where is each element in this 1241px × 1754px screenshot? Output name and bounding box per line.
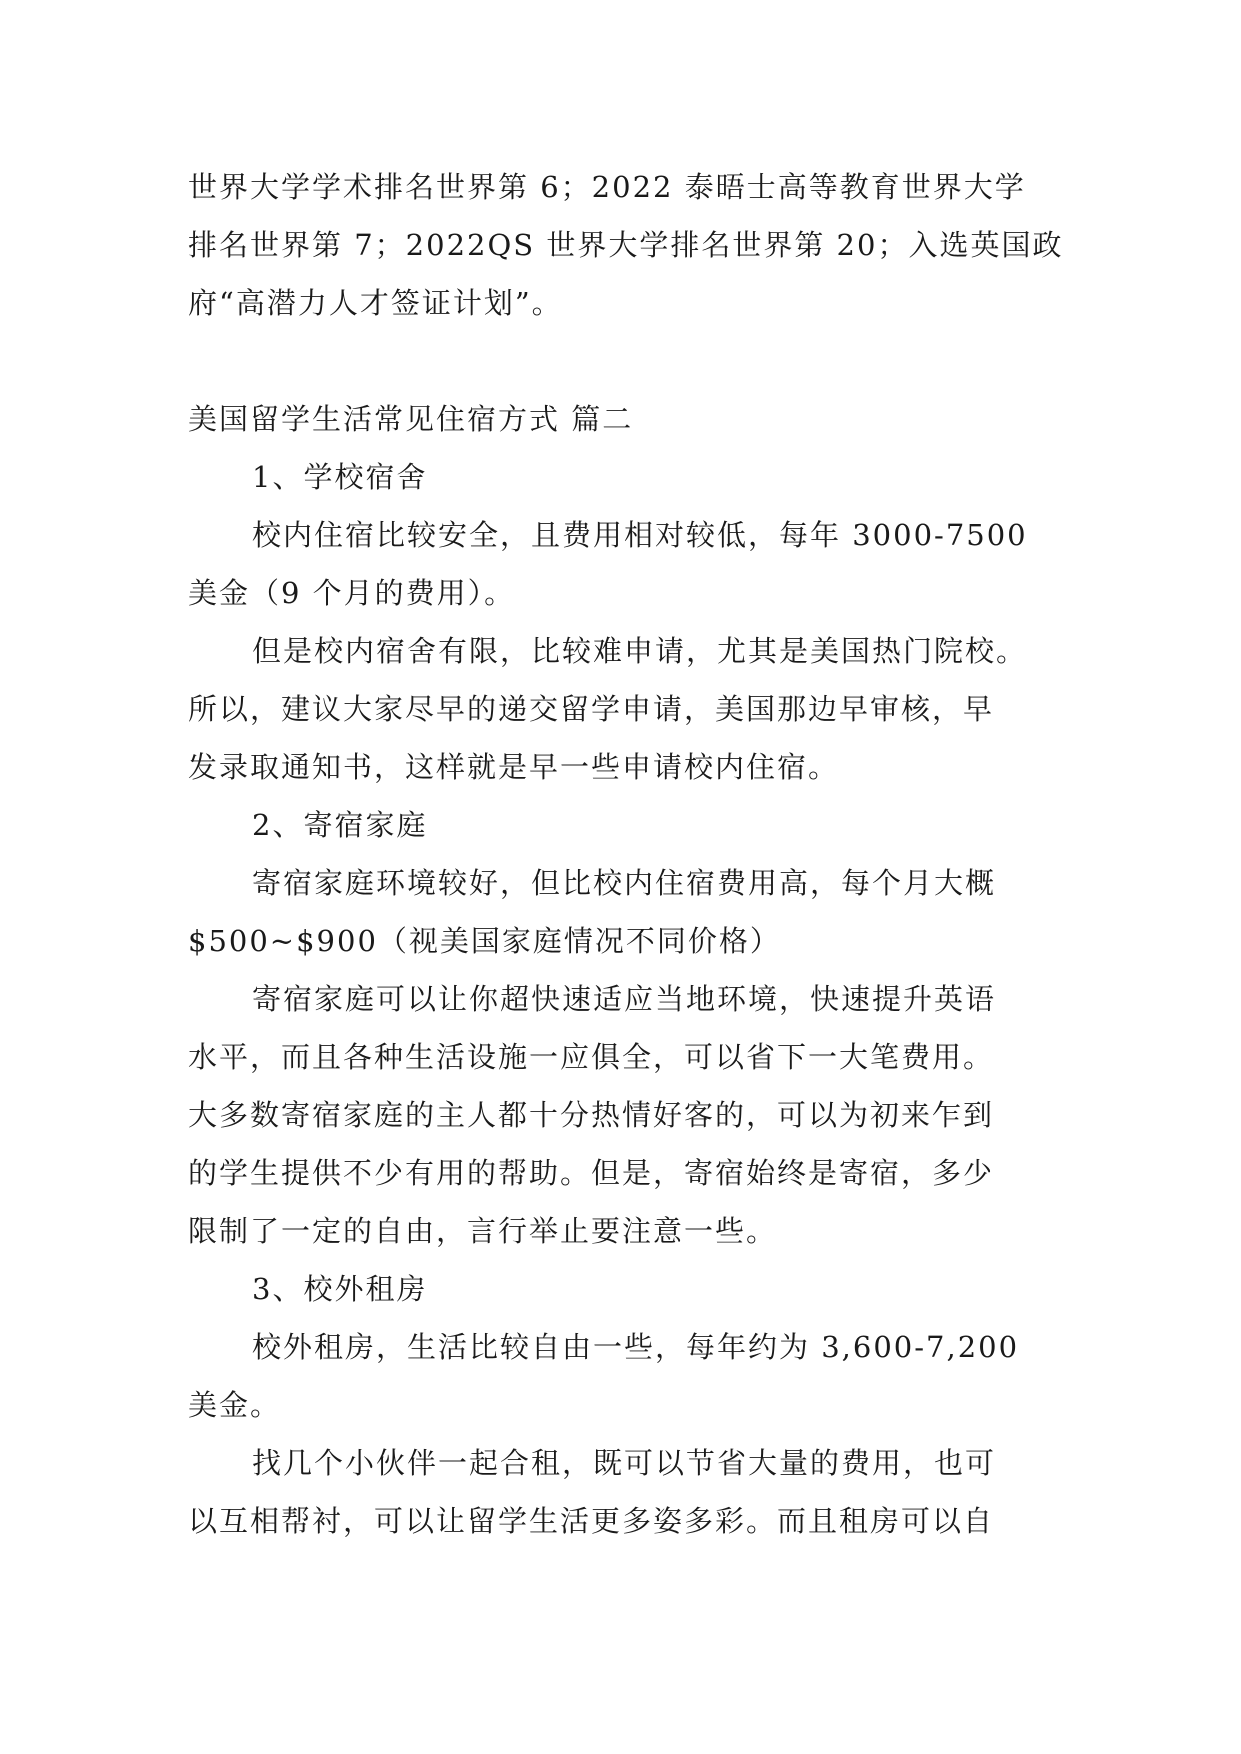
paragraph [188,506,1058,564]
text-line: $500~$900（视美国家庭情况不同价格） [188,924,781,958]
paragraph [188,854,1058,912]
text-line: 美金。 [188,1388,282,1422]
text-line: 府“高潜力人才签证计划”。 [188,286,563,320]
paragraph-continuation [188,564,1058,622]
paragraph [188,1318,1058,1376]
section-title: 美国留学生活常见住宿方式 篇二 [188,402,634,436]
text-line: 寄宿家庭环境较好，但比校内住宿费用高，每个月大概 [252,866,997,900]
text-line: 排名世界第 7；2022QS 世界大学排名世界第 20；入选英国政 [188,228,1064,262]
intro-paragraph [188,158,1064,332]
item-heading-dormitory: 1、学校宿舍 [252,460,428,494]
text-line: 的学生提供不少有用的帮助。但是，寄宿始终是寄宿，多少 [188,1156,995,1190]
text-line: 但是校内宿舍有限，比较难申请，尤其是美国热门院校。 [252,634,1028,668]
paragraph-continuation [188,1492,1058,1550]
text-line: 大多数寄宿家庭的主人都十分热情好客的，可以为初来乍到 [188,1098,995,1132]
paragraph-continuation [188,1376,1058,1434]
paragraph-continuation [188,912,1058,970]
text-line: 美金（9 个月的费用）。 [188,576,516,610]
text-line: 水平，而且各种生活设施一应俱全，可以省下一大笔费用。 [188,1040,995,1074]
text-line: 限制了一定的自由，言行举止要注意一些。 [188,1214,778,1248]
item-heading-off-campus: 3、校外租房 [252,1272,428,1306]
paragraph-continuation [188,1028,1058,1260]
paragraph [188,1434,1058,1492]
text-line: 校外租房，生活比较自由一些，每年约为 3,600-7,200 [252,1330,1020,1364]
document-page [188,158,1064,1550]
text-line: 找几个小伙伴一起合租，既可以节省大量的费用，也可 [252,1446,997,1480]
paragraph [188,970,1058,1028]
text-line: 寄宿家庭可以让你超快速适应当地环境，快速提升英语 [252,982,997,1016]
text-line: 以互相帮衬，可以让留学生活更多姿多彩。而且租房可以自 [188,1504,995,1538]
item-heading-homestay: 2、寄宿家庭 [252,808,428,842]
text-line: 世界大学学术排名世界第 6；2022 泰晤士高等教育世界大学 [188,170,1026,204]
paragraph [188,622,1058,680]
text-line: 发录取通知书，这样就是早一些申请校内住宿。 [188,750,840,784]
paragraph-continuation [188,680,1058,796]
text-line: 校内住宿比较安全，且费用相对较低，每年 3000-7500 [252,518,1028,552]
text-line: 所以，建议大家尽早的递交留学申请，美国那边早审核，早 [188,692,995,726]
